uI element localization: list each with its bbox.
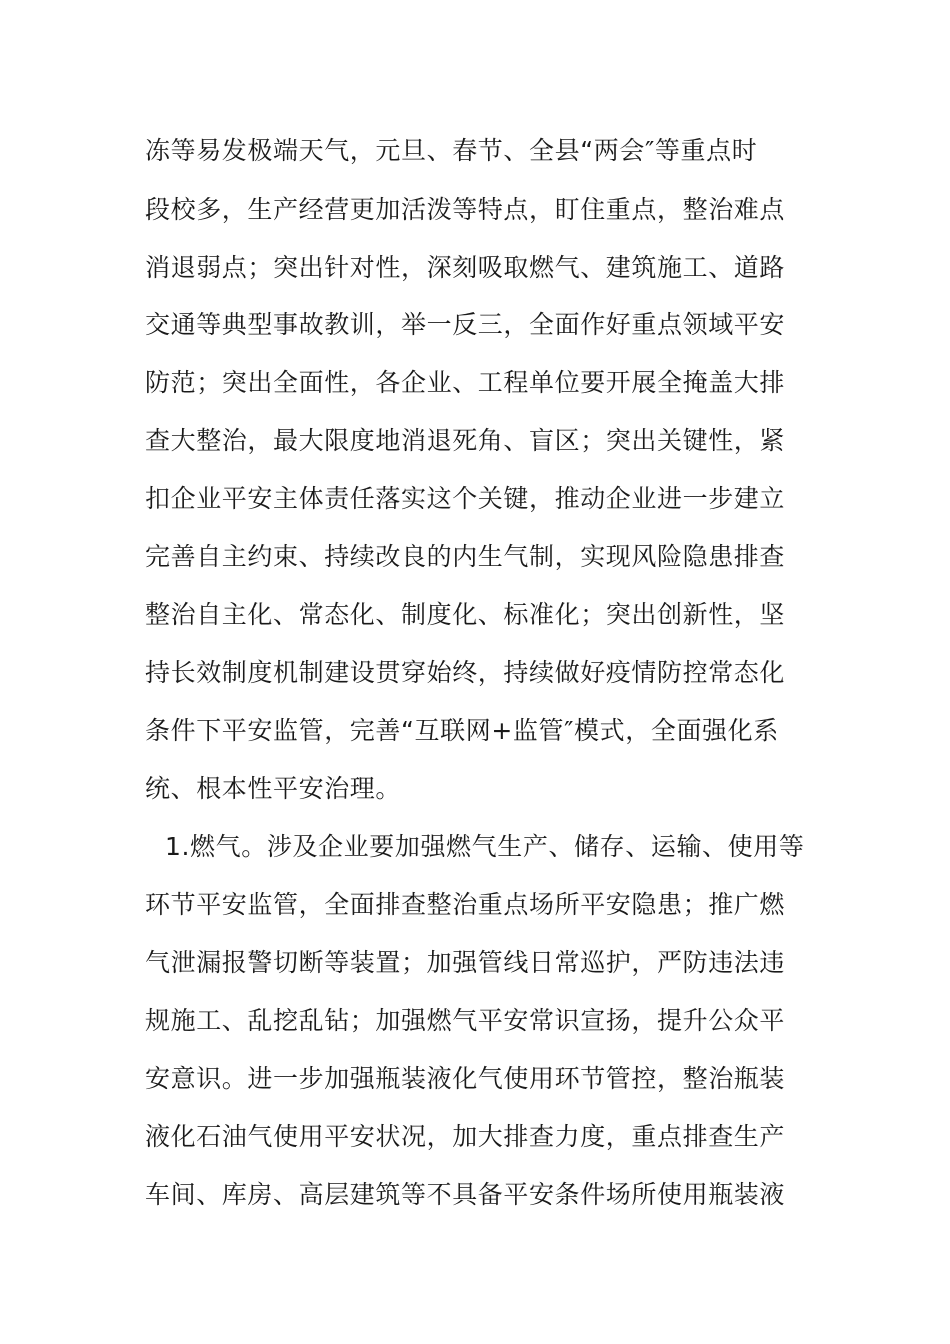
- text-line: 段校多，生产经营更加活泼等特点，盯住重点，整治难点: [145, 195, 786, 224]
- text-line: 冻等易发极端天气，元旦、春节、全县“两会″等重点时: [145, 136, 758, 165]
- text-line: 1.燃气。涉及企业要加强燃气生产、储存、运输、使用等: [165, 832, 805, 861]
- text-line: 液化石油气使用平安状况，加大排查力度，重点排查生产: [145, 1122, 786, 1151]
- text-line: 车间、库房、高层建筑等不具备平安条件场所使用瓶装液: [145, 1180, 786, 1209]
- text-line: 气泄漏报警切断等装置；加强管线日常巡护，严防违法违: [145, 948, 786, 977]
- text-line: 持长效制度机制建设贯穿始终，持续做好疫情防控常态化: [145, 658, 786, 687]
- text-line: 消退弱点；突出针对性，深刻吸取燃气、建筑施工、道路: [145, 253, 786, 282]
- text-line: 条件下平安监管，完善“互联网+监管″模式，全面强化系: [145, 716, 779, 745]
- text-line: 整治自主化、常态化、制度化、标准化；突出创新性，坚: [145, 600, 786, 629]
- text-line: 安意识。进一步加强瓶装液化气使用环节管控，整治瓶装: [145, 1064, 786, 1093]
- text-line: 统、根本性平安治理。: [145, 774, 402, 803]
- text-line: 扣企业平安主体责任落实这个关键，推动企业进一步建立: [145, 484, 786, 513]
- text-line: 防范；突出全面性，各企业、工程单位要开展全掩盖大排: [145, 368, 786, 397]
- text-line: 规施工、乱挖乱钻；加强燃气平安常识宣扬，提升公众平: [145, 1006, 786, 1035]
- text-line: 环节平安监管，全面排查整治重点场所平安隐患；推广燃: [145, 890, 786, 919]
- text-line: 完善自主约束、持续改良的内生气制，实现风险隐患排查: [145, 542, 786, 571]
- text-line: 查大整治，最大限度地消退死角、盲区；突出关键性，紧: [145, 426, 786, 455]
- text-line: 交通等典型事故教训，举一反三，全面作好重点领域平安: [145, 310, 786, 339]
